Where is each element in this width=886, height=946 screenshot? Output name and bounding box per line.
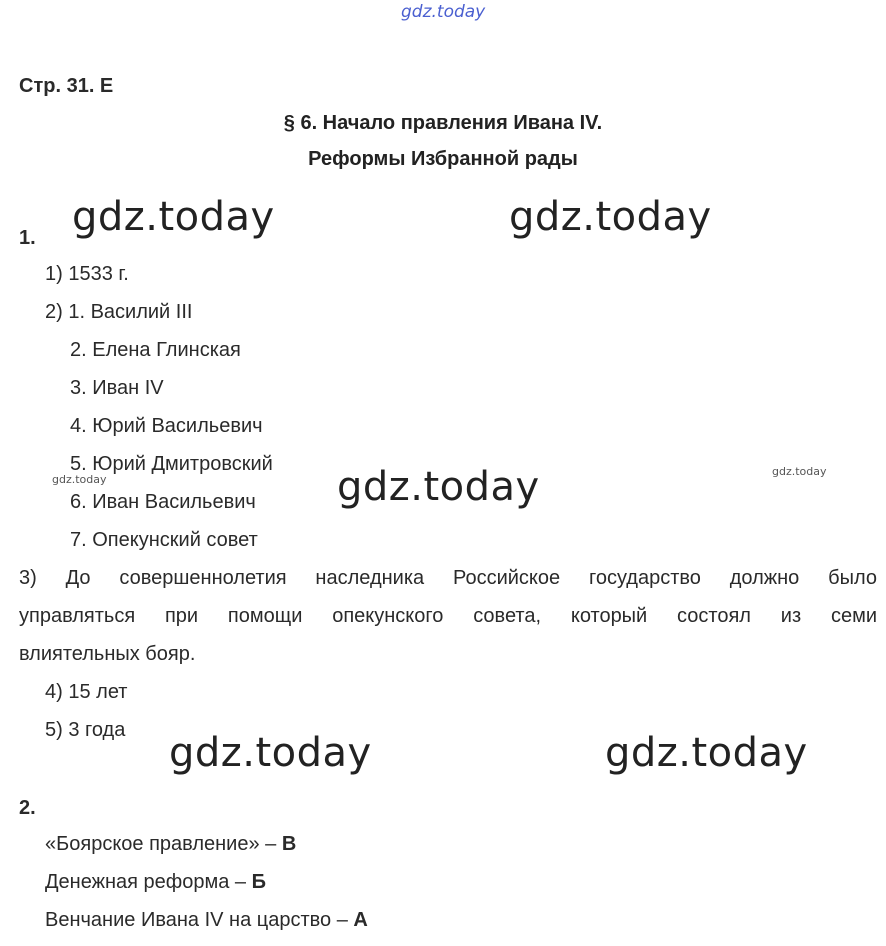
task-2-row	[45, 908, 368, 932]
lineage-item: 7. Опекунский совет	[70, 529, 258, 551]
task-1-number: 1.	[19, 227, 36, 249]
task-2-row	[45, 832, 296, 856]
watermark: gdz.today	[337, 464, 540, 510]
task-1-item-3-line-3: влиятельных бояр.	[19, 643, 196, 665]
task-1-item-4: 4) 15 лет	[45, 681, 128, 703]
watermark: gdz.today	[169, 730, 372, 776]
task-2-number: 2.	[19, 797, 36, 819]
task-1-item-5: 5) 3 года	[45, 719, 126, 741]
task-1-item-3-line-2: управляться при помощи опекунского совета, который состоял из семи	[19, 605, 877, 627]
task-2-row-text: «Боярское правление» –	[45, 833, 282, 855]
task-2-row-text: Венчание Ивана IV на царство –	[45, 909, 354, 931]
task-2-row-answer: А	[353, 909, 368, 931]
section-title: § 6. Начало правления Ивана IV.	[283, 112, 603, 134]
watermark: gdz.today	[509, 194, 712, 240]
lineage-item: 5. Юрий Дмитровский	[70, 453, 273, 475]
lineage-item: 2. Елена Глинская	[70, 339, 241, 361]
watermark-small: gdz.today	[772, 465, 827, 478]
task-1-item-1: 1) 1533 г.	[45, 263, 129, 285]
top-watermark: gdz.today	[401, 2, 486, 22]
task-2-row-text: Денежная реформа –	[45, 871, 252, 893]
lineage-item: 3. Иван IV	[70, 377, 164, 399]
lineage-item: 6. Иван Васильевич	[70, 491, 256, 513]
page-label: Стр. 31. Е	[19, 75, 114, 97]
task-2-row-answer: Б	[251, 871, 266, 893]
lineage-item: 4. Юрий Васильевич	[70, 415, 263, 437]
task-2-row	[45, 870, 266, 894]
task-2-row-answer: В	[281, 833, 297, 855]
watermark: gdz.today	[72, 194, 275, 240]
task-1-item-3-line-1: 3) До совершеннолетия наследника Российское государство должно было	[19, 567, 877, 589]
watermark-small: gdz.today	[52, 473, 107, 486]
task-1-item-2: 2) 1. Василий III	[45, 301, 193, 323]
section-subtitle: Реформы Избранной рады	[308, 148, 578, 170]
watermark: gdz.today	[605, 730, 808, 776]
